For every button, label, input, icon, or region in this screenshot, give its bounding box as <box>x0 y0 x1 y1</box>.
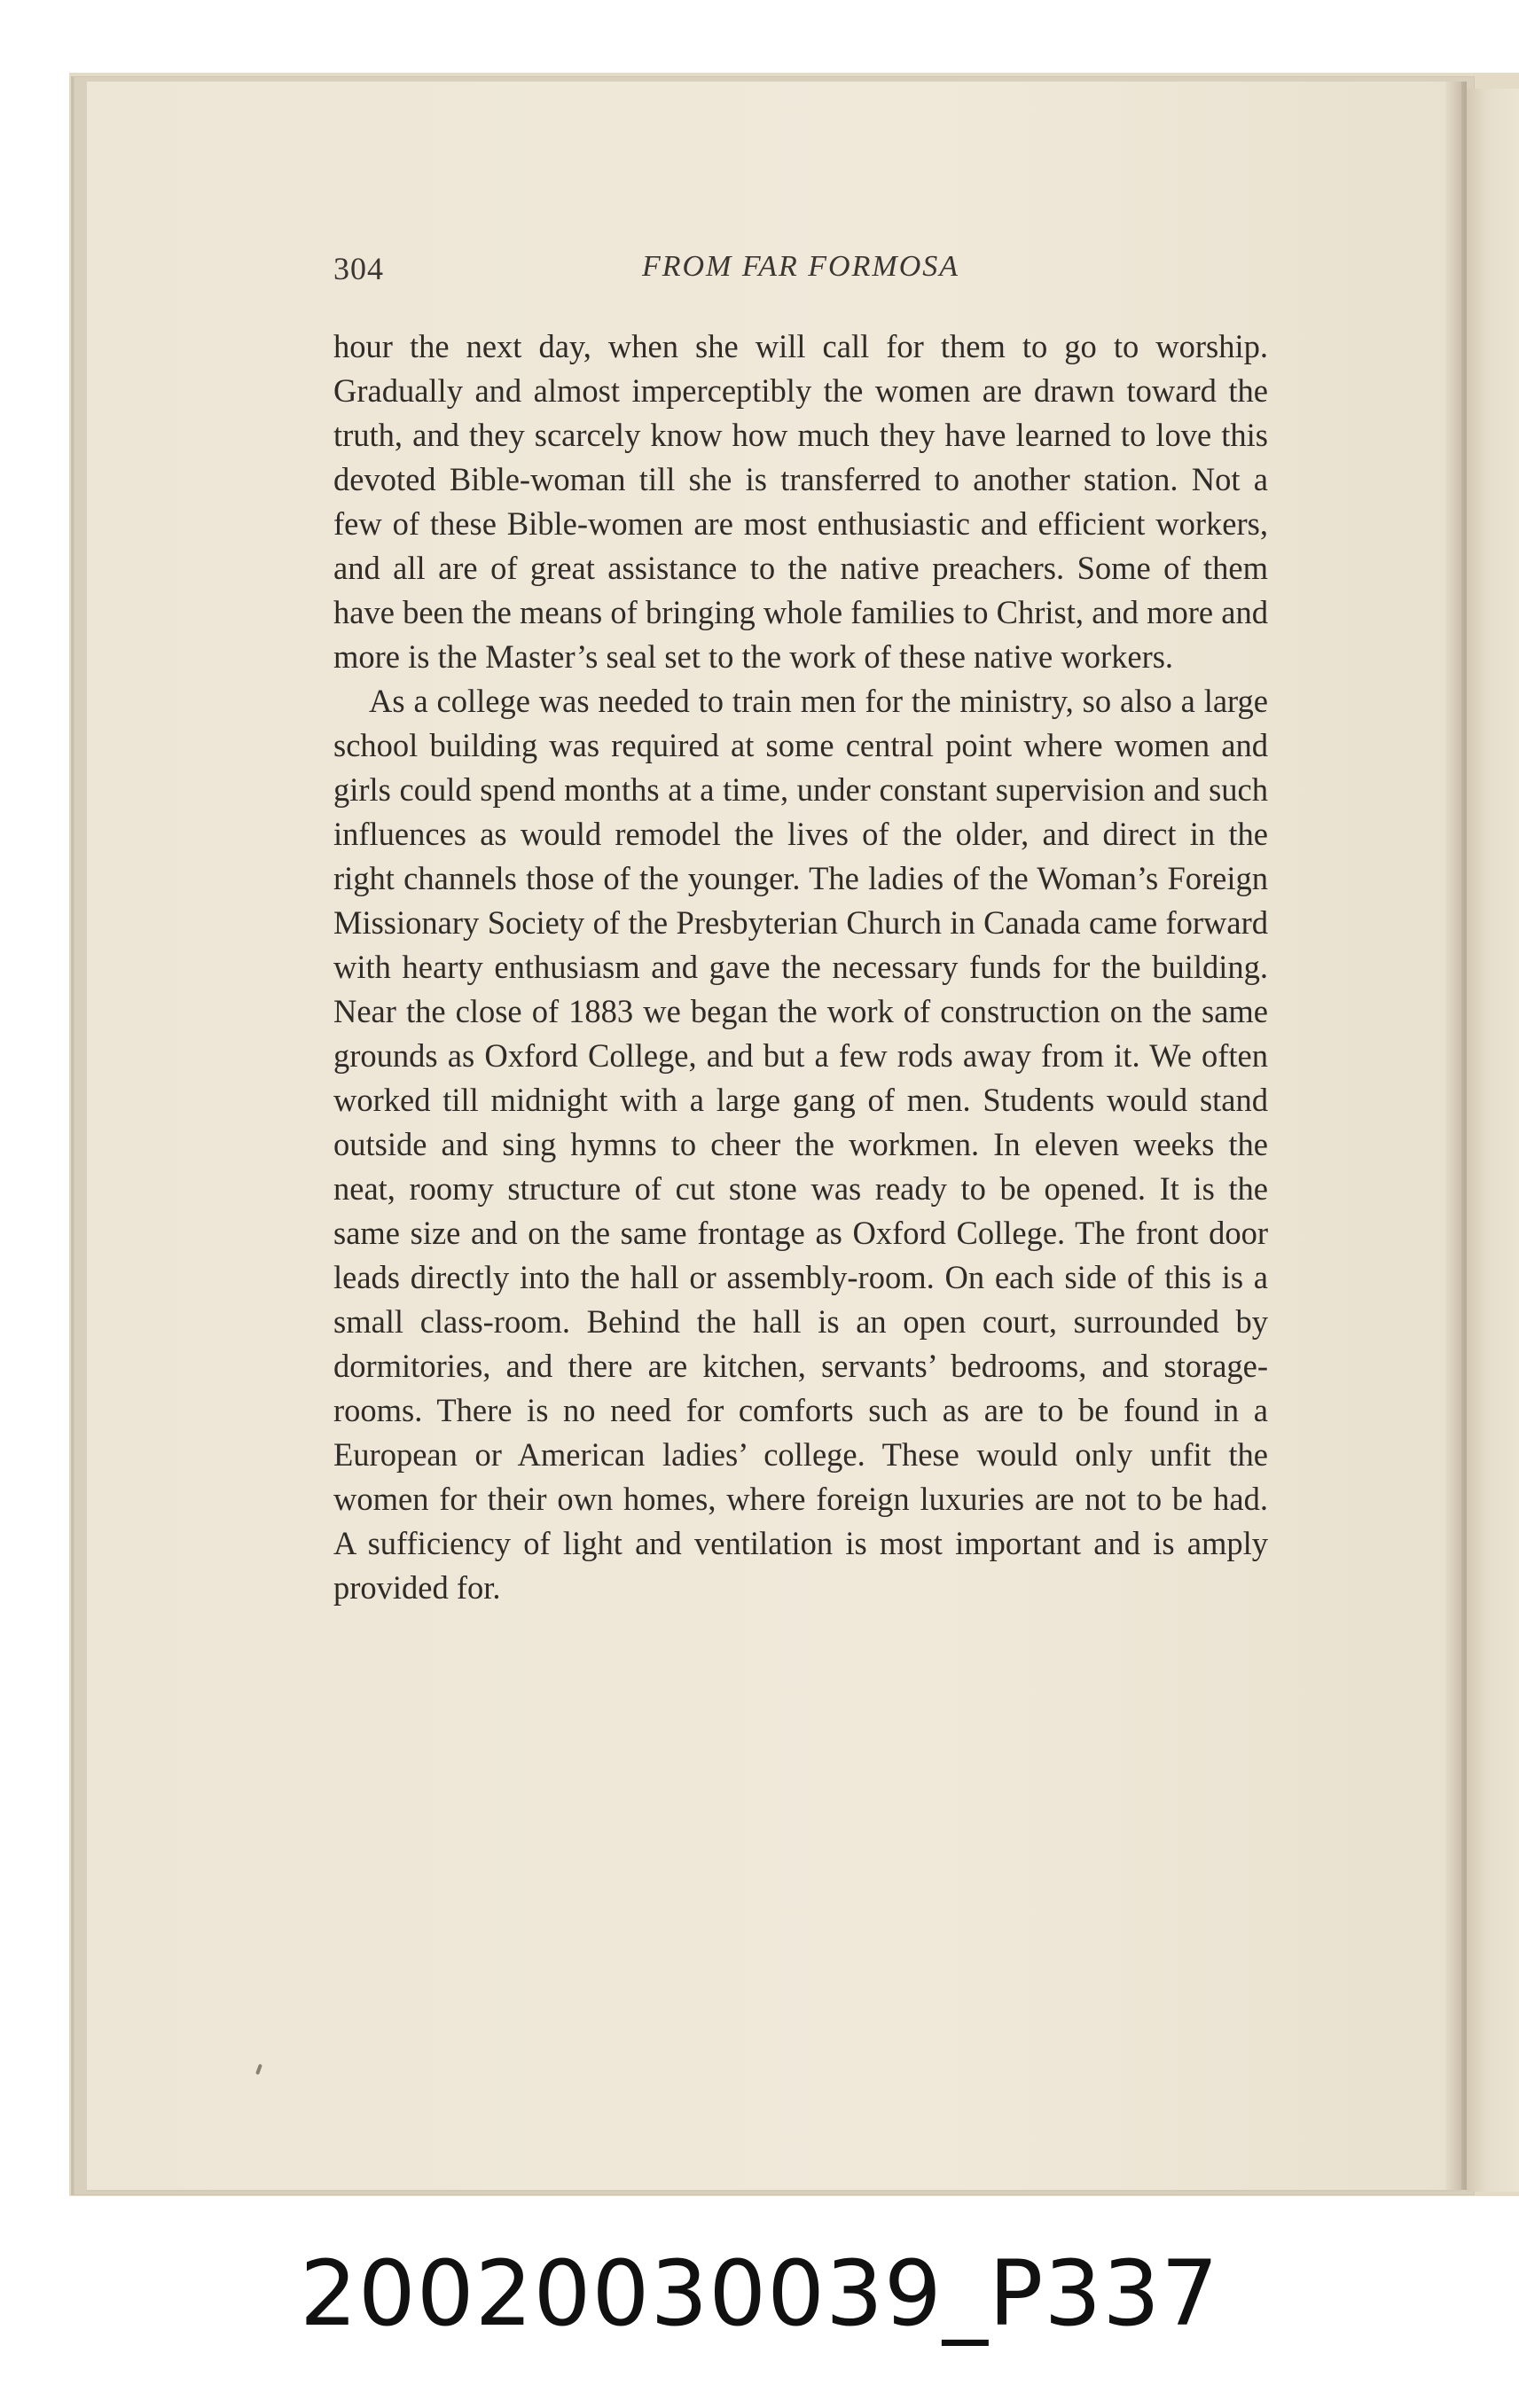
page-number: 304 <box>333 251 384 286</box>
accession-number: 20020030039_P337 <box>299 2241 1220 2347</box>
paragraph-2: As a college was needed to train men for the ministry, so also a large school building was required at some central point where women and girls could spend months at a time, under constant supervision and such influences as would remodel the lives of the older, and direct in the right channels those of the younger. The ladies of the Woman’s Foreign Missionary Society of the Presbyterian Church in Canada came forward with hearty enthusiasm and gave the necessary funds for the building. Near the close of 1883 we began the work of construction on the same grounds as Oxford College, and but a few rods away from it. We often worked till midnight with a large gang of men. Students would stand outside and sing hymns to cheer the workmen. In eleven weeks the neat, roomy structure of cut stone was ready to be opened. It is the same size and on the same frontage as Oxford College. The front door leads directly into the hall or assembly-room. On each side of this is a small class-room. Behind the hall is an open court, surrounded by dormitories, and there are kitchen, servants’ bedrooms, and storage-rooms. There is no need for comforts such as are to be found in a European or American ladies’ college. These would only unfit the women for their own homes, where foreign luxuries are not to be had. A sufficiency of light and ventilation is most important and is amply provided for. <box>333 683 1268 1606</box>
adjacent-page-edge <box>1467 89 1519 2192</box>
gutter-shadow <box>1445 82 1467 2190</box>
running-head <box>333 250 1268 294</box>
body-text <box>333 324 1268 1610</box>
running-title: FROM FAR FORMOSA <box>641 250 960 283</box>
paragraph-1: hour the next day, when she will call for them to go to worship. Gradually and almost imperceptibly the women are drawn toward the truth, and they scarcely know how much they have learned to love this devoted Bible-woman till she is transferred to another station. Not a few of these Bible-women are most enthusiastic and efficient workers, and all are of great assistance to the native preachers. Some of them have been the means of bringing whole families to Christ, and more and more is the Master’s seal set to the work of these native workers. <box>333 328 1268 675</box>
